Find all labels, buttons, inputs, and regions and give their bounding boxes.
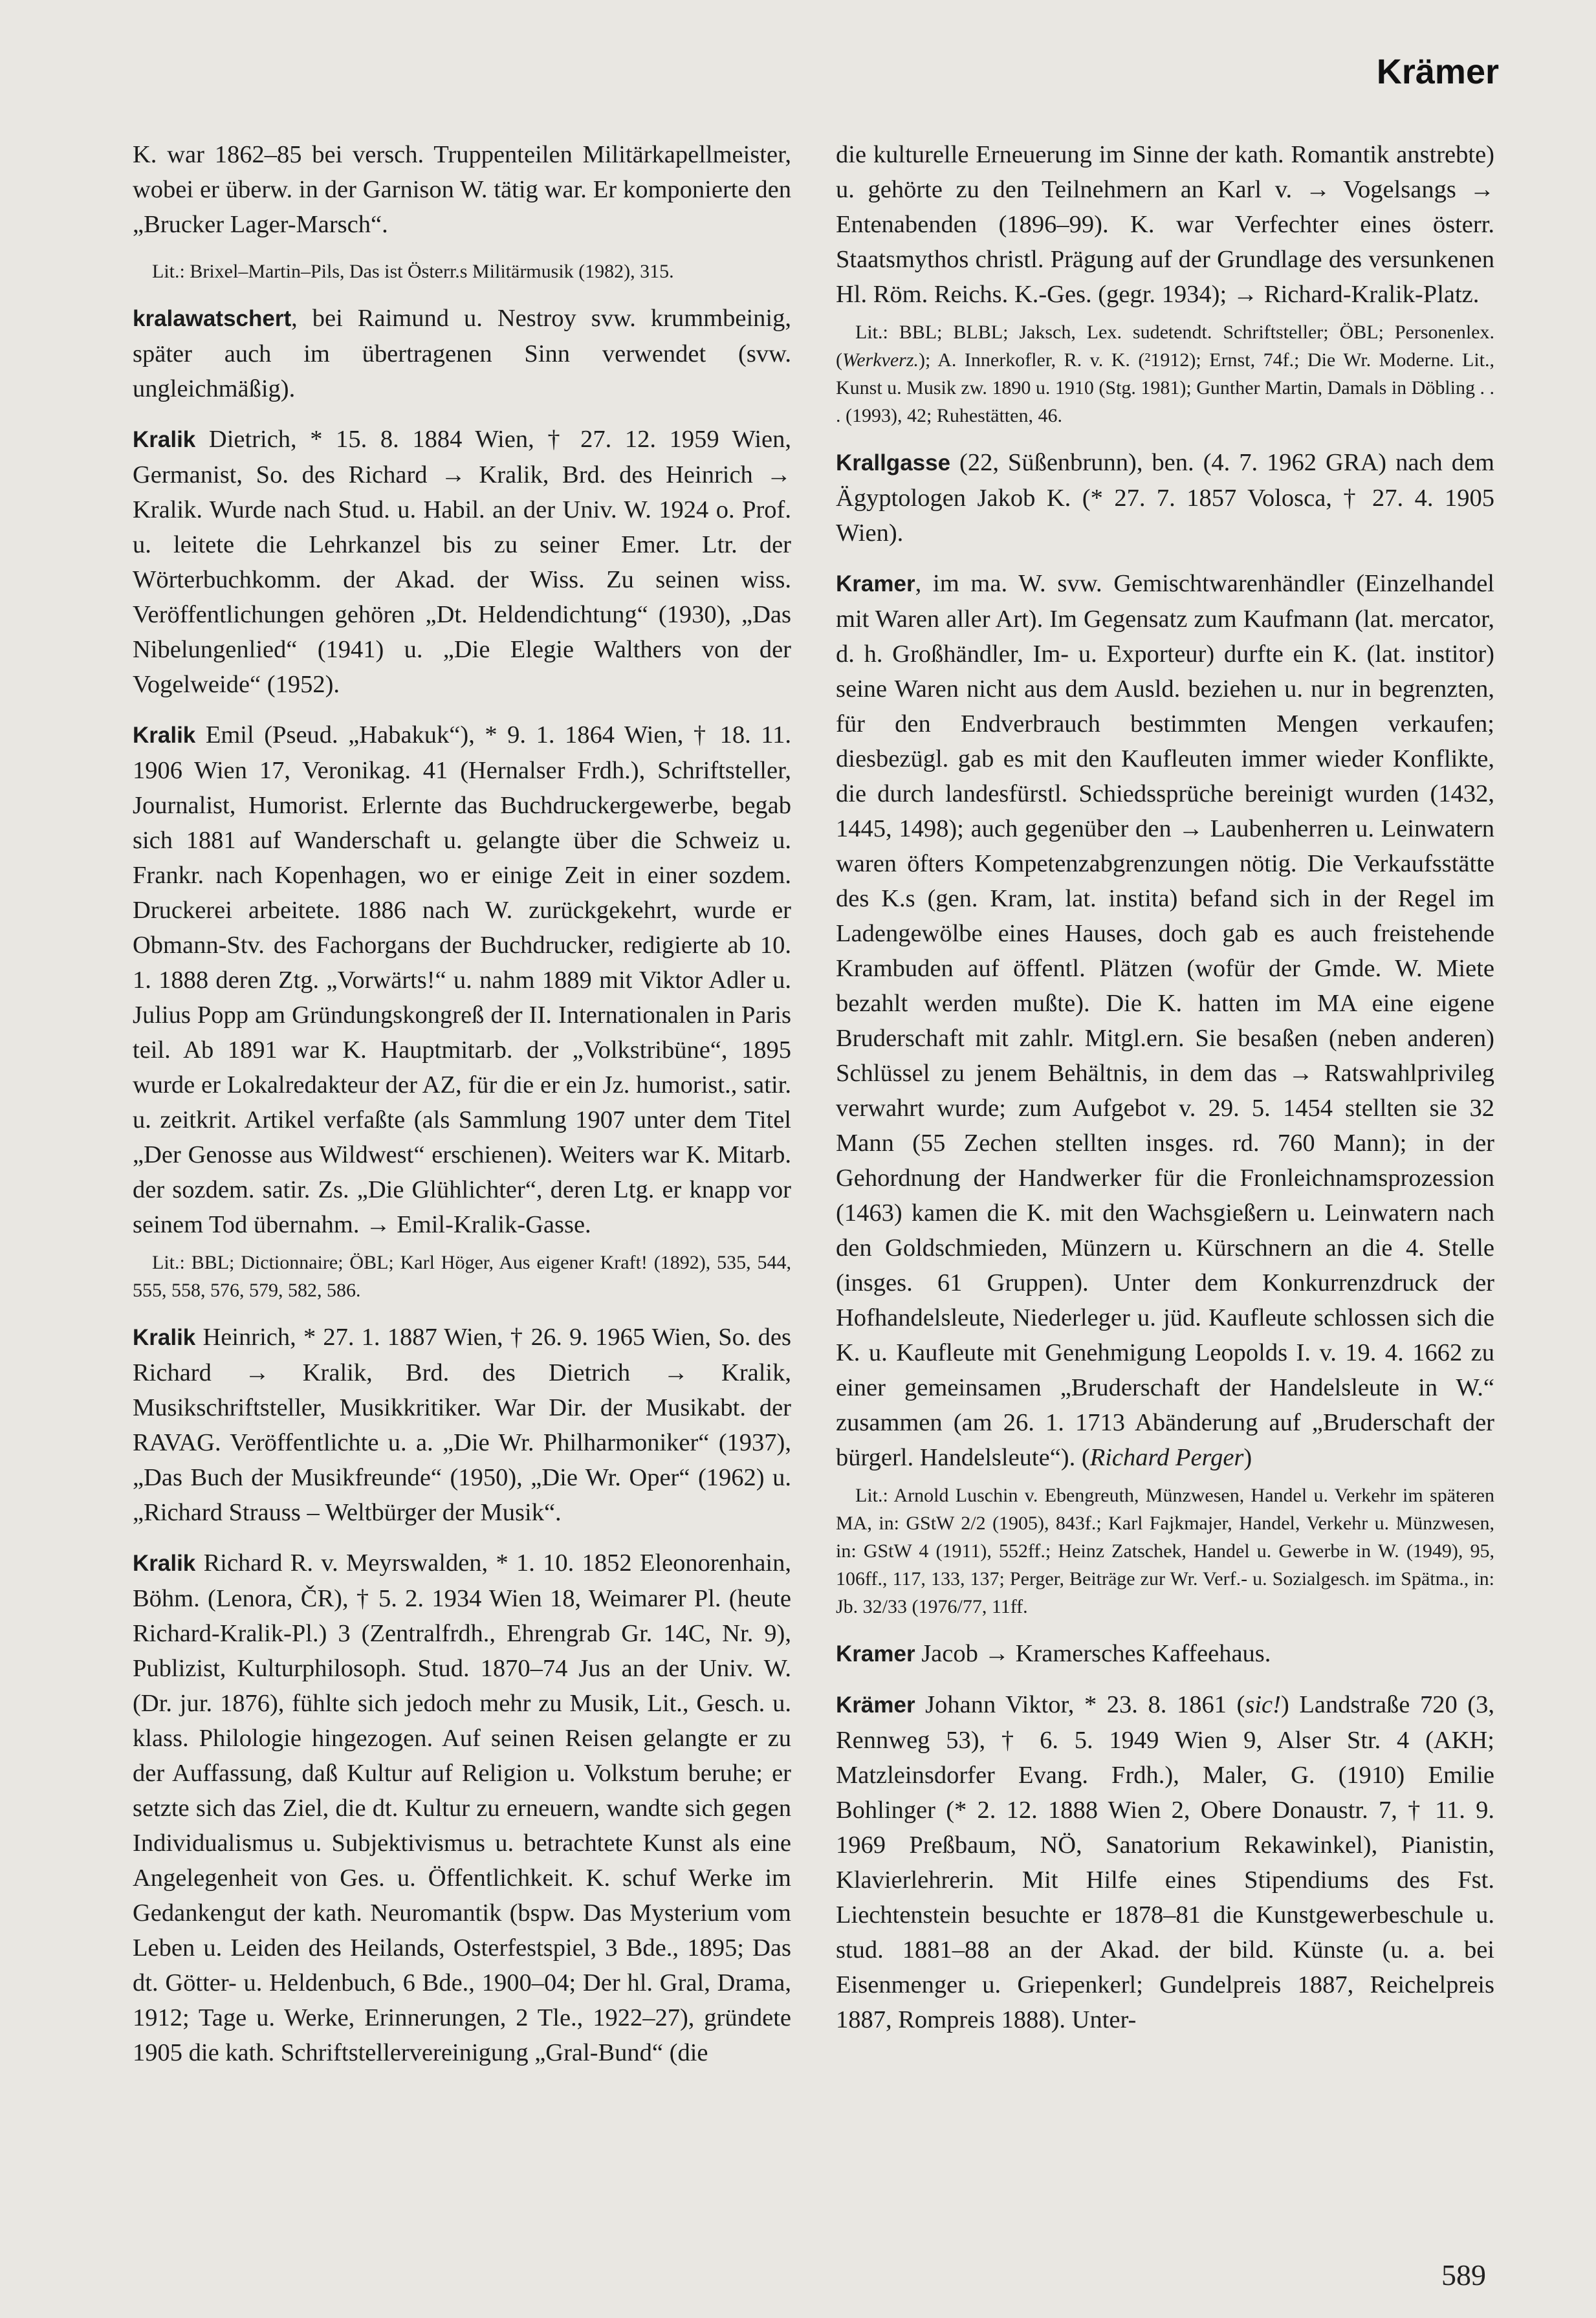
headword: Kralik [133,1325,196,1350]
entry-text: Heinrich, * 27. 1. 1887 Wien, † 26. 9. 1965 Wien, So. des Richard → Kralik, Brd. des Dietrich → Kralik, Musikschriftsteller, Musikkritiker. War Dir. der Musikabt. der RAVAG. Veröffentlichte u. a. „Die Wr. Philharmoniker“ (1937), „Das Buch der Musikfreunde“ (1950), „Die Wr. Oper“ (1962) u. „Richard Strauss – Weltbürger der Musik“. [133,1324,791,1526]
literature-note: Lit.: BBL; Dictionnaire; ÖBL; Karl Höger, Aus eigener Kraft! (1892), 535, 544, 555, 558, 576, 579, 582, 586. [133,1252,791,1301]
entry-text: (22, Süßenbrunn), ben. (4. 7. 1962 GRA) nach dem Ägyptologen Jakob K. (* 27. 7. 1857 Volosca, † 27. 4. 1905 Wien). [836,449,1494,547]
headword: Kralik [133,1551,196,1576]
entry-kralik-richard [133,1546,791,2070]
entry-text: , im ma. W. svw. Gemischtwarenhändler (Einzelhandel mit Waren aller Art). Im Gegensatz zum Kaufmann (lat. mercator, d. h. Großhändler, Im- u. Exporteur) durfte ein K. (lat. institor) seine Waren nicht aus dem Ausld. beziehen u. nur in begrenzten, für den Endverbrauch bestimmten Mengen verkaufen; diesbezügl. gab es mit den Kaufleuten immer wieder Konflikte, die durch landesfürstl. Schiedssprüche bereinigt wurden (1432, 1445, 1498); auch gegenüber den → Laubenherren u. Leinwatern waren öfters Kompetenzabgrenzungen nötig. Die Verkaufsstätte des K.s (gen. Kram, lat. instita) befand sich in der Regel im Ladengewölbe eines Hauses, doch gab es auch freistehende Krambuden auf öffentl. Plätzen (wofür der Gmde. W. Miete bezahlt werden mußte). Die K. hatten im MA eine eigene Bruderschaft mit zahlr. Mitgl.ern. Sie besaßen (neben anderen) Schlüssel zu jenem Behältnis, in dem das → Ratswahlprivileg verwahrt wurde; zum Aufgebot v. 29. 5. 1454 stellten sie 32 Mann (55 Zechen stellten insges. rd. 760 Mann); in der Gehordnung der Handwerker für die Fronleichnamsprozession (1463) kamen die K. mit den Wachsgießern u. Leinwatern nach den Goldschmieden, Münzern u. Kürschnern an die 4. Stelle (insges. 61 Gruppen). Unter dem Konkurrenzdruck der Hofhandelsleute, Niederleger u. jüd. Kaufleute schlossen sich die K. u. Kaufleute mit Genehmigung Leopolds I. v. 19. 4. 1662 zu einer gemeinsamen „Bruderschaft der Handelsleute in W.“ zusammen (am 26. 1. 1713 Abänderung auf „Bruderschaft der bürgerl. Handelsleute“). ( [836,570,1494,1471]
entry-text: Emil (Pseud. „Habakuk“), * 9. 1. 1864 Wien, † 18. 11. 1906 Wien 17, Veronikag. 41 (Hernalser Frdh.), Schriftsteller, Journalist, Humorist. Erlernte das Buchdruckergewerbe, begab sich 1881 auf Wanderschaft u. gelangte über die Schweiz u. Frankr. nach Kopenhagen, wo er einige Zeit in einer sozdem. Druckerei arbeitete. 1886 nach W. zurückgekehrt, wurde er Obmann-Stv. des Fachorgans der Buchdrucker, redigierte ab 10. 1. 1888 deren Ztg. „Vorwärts!“ u. nahm 1889 mit Viktor Adler u. Julius Popp am Gründungskongreß der II. Internationalen in Paris teil. Ab 1891 war K. Hauptmitarb. der „Volkstribüne“, 1895 wurde er Lokalredakteur der AZ, für die er ein Jz. humorist., satir. u. zeitkrit. Artikel verfaßte (als Sammlung 1907 unter dem Titel „Der Genosse aus Wildwest“ erschienen). Weiters war K. Mitarb. der sozdem. satir. Zs. „Die Glühlichter“, deren Ltg. er knapp vor seinem Tod übernahm. → Emil-Kralik-Gasse. [133,721,791,1238]
entry-kralik-emil [133,717,791,1242]
entry-text: Dietrich, * 15. 8. 1884 Wien, † 27. 12. 1959 Wien, Germanist, So. des Richard → Kralik, Brd. des Heinrich → Kralik. Wurde nach Stud. u. Habil. an der Univ. W. 1924 o. Prof. u. leitete die Lehrkanzel bis zu seiner Emer. Ltr. der Wörterbuchkomm. der Akad. der Wiss. Zu seinen wiss. Veröffentlichungen gehören „Dt. Heldendichtung“ (1930), „Das Nibelungenlied“ (1941) u. „Die Elegie Walthers von der Vogelweide“ (1952). [133,426,791,698]
entry-text: K. war 1862–85 bei versch. Truppenteilen Militärkapellmeister, wobei er überw. in der Garnison W. tätig war. Er komponierte den „Brucker Lager-Marsch“. [133,141,791,238]
headword: Kralik [133,427,196,452]
entry-italic: sic! [1245,1691,1281,1718]
literature-note [836,318,1494,430]
entry-kralik-dietrich [133,422,791,702]
entry-text: ) Landstraße 720 (3, Rennweg 53), † 6. 5. 1949 Wien 9, Alser Str. 4 (AKH; Matzleinsdorfer Evang. Frdh.), Maler, G. (1910) Emilie Bohlinger (* 2. 12. 1888 Wien 2, Obere Donaustr. 7, † 11. 9. 1969 Preßbaum, NÖ, Sanatorium Rekawinkel), Pianistin, Klavierlehrerin. Mit Hilfe eines Stipendiums des Fst. Liechtenstein besuchte er 1878–81 die Kunstgewerbeschule u. stud. 1881–88 an der Akad. der bild. Künste (u. a. bei Eisenmenger u. Griepenkerl; Gundelpreis 1887, Reichelpreis 1887, Rompreis 1888). Unter- [836,1691,1494,2033]
entry-text: , bei Raimund u. Nestroy svw. krummbeinig, später auch im übertragenen Sinn verwendet (svw. ungleichmäßig). [133,305,791,402]
entry-text: die kulturelle Erneuerung im Sinne der kath. Romantik anstrebte) u. gehörte zu den Teilnehmern an Karl v. → Vogelsangs → Entenabenden (1896–99). K. war Verfechter eines österr. Staatsmythos christl. Prägung auf der Grundlage des versunkenen Hl. Röm. Reichs. K.-Ges. (gegr. 1934); → Richard-Kralik-Platz. [836,141,1494,308]
headword: Krallgasse [836,450,951,476]
entry-text: Johann Viktor, * 23. 8. 1861 ( [915,1691,1245,1718]
entry-text: Richard R. v. Meyrswalden, * 1. 10. 1852 Eleonorenhain, Böhm. (Lenora, ČR), † 5. 2. 1934 Wien 18, Weimarer Pl. (heute Richard-Kralik-Pl.) 3 (Zentralfrdh., Ehrengrab Gr. 14C, Nr. 9), Publizist, Kulturphilosoph. Stud. 1870–74 Jus an der Univ. W. (Dr. jur. 1876), fühlte sich jedoch mehr zu Musik, Lit., Gesch. u. klass. Philologie hingezogen. Auf seinen Reisen gelangte er zu der Auffassung, daß Kultur auf Religion u. Volkstum beruhe; er setzte sich das Ziel, die dt. Kultur zu erneuern, wandte sich gegen Individualismus u. Subjektivismus u. betrachtete Kunst als eine Angelegenheit von Ges. u. Öffentlichkeit. K. schuf Werke im Gedankengut der kath. Neuromantik (bspw. Das Mysterium vom Leben u. Leiden des Heilands, Osterfestspiel, 3 Bde., 1895; Das dt. Götter- u. Heldenbuch, 6 Bde., 1900–04; Der hl. Gral, Drama, 1912; Tage u. Werke, Erinnerungen, 2 Tle., 1922–27), gründete 1905 die kath. Schriftstellervereinigung „Gral-Bund“ (die [133,1549,791,2066]
lit-text: ); A. Innerkofler, R. v. K. (²1912); Ernst, 74f.; Die Wr. Moderne. Lit., Kunst u. Musik zw. 1890 u. 1910 (Stg. 1981); Gunther Martin, Damals in Döbling . . . (1993), 42; Ruhestätten, 46. [836,349,1494,426]
lit-italic: Werkverz. [842,349,919,371]
headword: Kramer [836,571,915,596]
entry-text: Jacob → Kramersches Kaffeehaus. [915,1640,1271,1667]
headword: Kramer [836,1641,915,1667]
entry-kraemer-johann-viktor [836,1687,1494,2037]
headword: kralawatschert [133,306,292,331]
literature-note: Lit.: Brixel–Martin–Pils, Das ist Österr.s Militärmusik (1982), 315. [152,261,674,282]
entry-kralawatschert [133,301,791,406]
entry-krallgasse [836,445,1494,551]
lit-text: Lit.: BBL; BLBL; Jaksch, Lex. sudetendt. Schriftsteller; ÖBL; Personenlex. ( [836,322,1494,371]
page-number: 589 [1441,2258,1486,2291]
entry-kramer [836,566,1494,1475]
entry-continuation [836,137,1494,312]
entry-text: ) [1243,1444,1252,1471]
right-column [836,137,1494,2053]
literature-note: Lit.: Arnold Luschin v. Ebengreuth, Münzwesen, Handel u. Verkehr im späteren MA, in: GStW 2/2 (1905), 843f.; Karl Fajkmajer, Handel, Verkehr u. Münzwesen, in: GStW 4 (1911), 552ff.; Heinz Zatschek, Handel u. Gewerbe in W. (1949), 95, 106ff., 117, 133, 137; Perger, Beiträge zur Wr. Verf.- u. Sozialgesch. im Spätma., in: Jb. 32/33 (1976/77, 11ff. [836,1485,1494,1617]
author-signature: Richard Perger [1089,1444,1244,1471]
entry-kralik-heinrich [133,1320,791,1530]
headword: Krämer [836,1692,915,1718]
entry-continuation [133,137,791,242]
entry-kramer-jacob [836,1636,1494,1672]
headword: Kralik [133,723,196,748]
left-column [133,137,791,2086]
running-head: Krämer [1376,52,1499,91]
